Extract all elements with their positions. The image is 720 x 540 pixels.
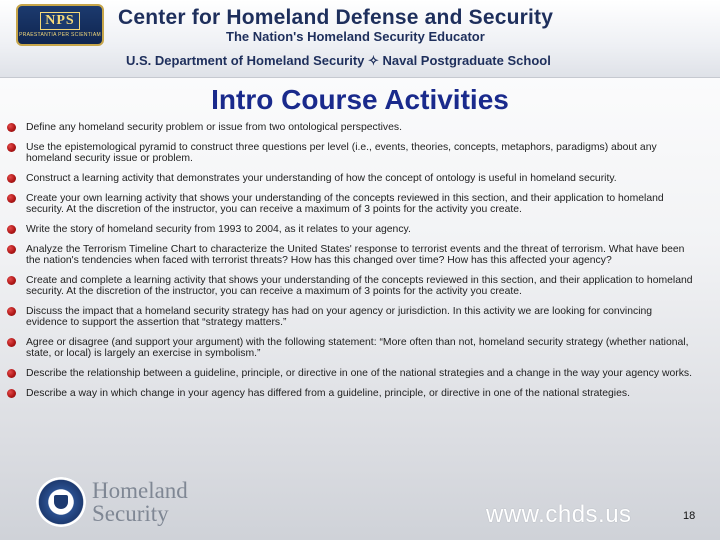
activity-text: Describe a way in which change in your agency has differed from a guideline, principle, or directive in one of the national strategies. <box>26 388 630 399</box>
red-bullet-icon <box>7 276 16 285</box>
eagle-icon <box>52 493 70 511</box>
list-item <box>6 337 696 359</box>
list-item <box>6 193 696 215</box>
list-item <box>6 388 696 399</box>
nps-seal-motto: PRAESTANTIA PER SCIENTIAM <box>19 32 101 38</box>
list-item <box>6 173 696 184</box>
list-item <box>6 306 696 328</box>
header-subtitle: The Nation's Homeland Security Educator <box>226 29 485 44</box>
list-item <box>6 122 696 133</box>
activity-text: Discuss the impact that a homeland security strategy has had on your agency or jurisdiction. In this activity we are looking for convincing evidence to support the assertion that “strategy matters.” <box>26 306 653 328</box>
activity-text: Write the story of homeland security from 1993 to 2004, as it relates to your agency. <box>26 224 411 235</box>
header-banner <box>0 0 720 78</box>
activity-text: Create and complete a learning activity that shows your understanding of the concepts reviewed in this section, and their application to homeland security. At the discretion of the instructor, you can receive a maximum of 3 points for the activity you create. <box>26 275 693 297</box>
list-item <box>6 368 696 379</box>
red-bullet-icon <box>7 174 16 183</box>
page-title: Intro Course Activities <box>211 84 509 115</box>
dhs-seal-icon <box>36 477 86 527</box>
slide-number: 18 <box>683 510 696 522</box>
nps-seal-text: NPS <box>40 12 79 30</box>
list-item <box>6 142 696 164</box>
dhs-wordmark-line1: Homeland <box>92 478 188 503</box>
header-title: Center for Homeland Defense and Security <box>118 6 554 29</box>
activity-list <box>6 122 696 408</box>
activity-text: Define any homeland security problem or issue from two ontological perspectives. <box>26 122 402 133</box>
red-bullet-icon <box>7 225 16 234</box>
red-bullet-icon <box>7 245 16 254</box>
list-item <box>6 275 696 297</box>
red-bullet-icon <box>7 369 16 378</box>
activity-text: Agree or disagree (and support your argument) with the following statement: “More often than not, homeland security strategy (whether national, state, or local) is largely an exercise in symbolism.” <box>26 337 689 359</box>
list-item <box>6 224 696 235</box>
red-bullet-icon <box>7 123 16 132</box>
activity-text: Construct a learning activity that demonstrates your understanding of how the concept of ontology is useful in homeland security. <box>26 173 617 184</box>
red-bullet-icon <box>7 338 16 347</box>
nps-seal-icon <box>16 4 104 46</box>
activity-text: Analyze the Terrorism Timeline Chart to characterize the United States' response to terrorist events and the threat of terrorism. What have been the nation's tendencies when faced with terrorist threats? How has this changed over time? How has this affected your agency? <box>26 244 685 266</box>
header-department: U.S. Department of Homeland Security ✧ Naval Postgraduate School <box>126 53 551 68</box>
dhs-logo <box>36 477 188 527</box>
red-bullet-icon <box>7 143 16 152</box>
dhs-wordmark <box>92 479 188 525</box>
activity-text: Describe the relationship between a guideline, principle, or directive in one of the national strategies and a change in the way your agency works. <box>26 368 692 379</box>
website-url: www.chds.us <box>486 501 632 528</box>
red-bullet-icon <box>7 307 16 316</box>
red-bullet-icon <box>7 194 16 203</box>
dhs-wordmark-line2: Security <box>92 501 169 526</box>
red-bullet-icon <box>7 389 16 398</box>
list-item <box>6 244 696 266</box>
activity-text: Create your own learning activity that shows your understanding of the concepts reviewed in this section, and their application to homeland security. At the discretion of the instructor, you can receive a maximum of 3 points for the activity you create. <box>26 193 664 215</box>
activity-text: Use the epistemological pyramid to construct three questions per level (i.e., events, theories, concepts, metaphors, paradigms) about any homeland security issue or problem. <box>26 142 657 164</box>
